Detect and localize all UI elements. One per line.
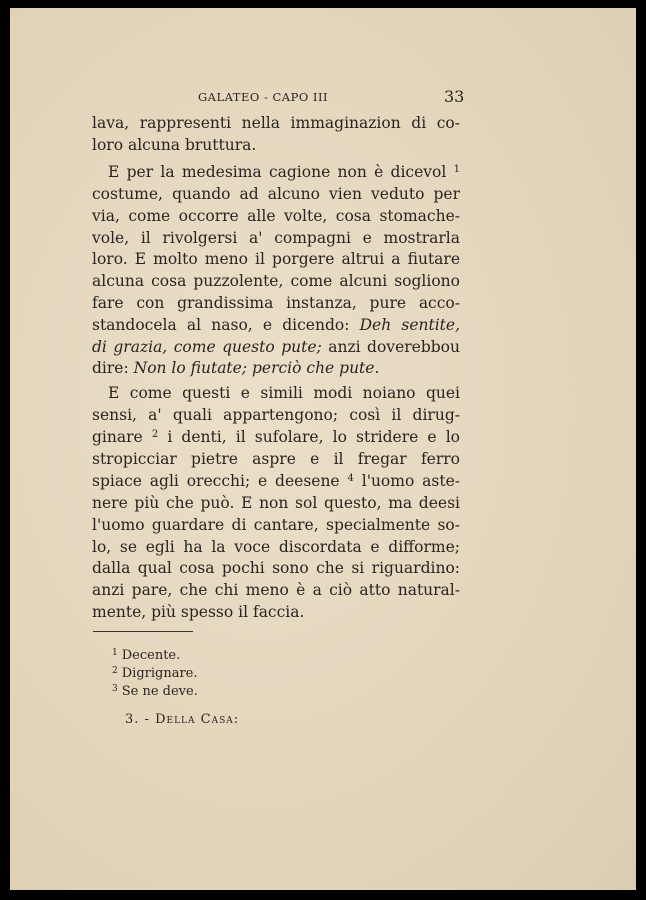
text-line: ginare $^2$ i denti, il sufolare, lo stridere e lo: [92, 428, 460, 446]
text-line: anzi pare, che chi meno è a ciò atto natural-: [92, 581, 460, 599]
footnote: $^1$ Decente.: [112, 648, 181, 663]
text-line: via, come occorre alle volte, cosa stomache-: [92, 207, 460, 225]
text-line: spiace agli orecchi; e deesene $^4$ l'uomo aste-: [92, 472, 460, 490]
text-line: loro alcuna bruttura.: [92, 136, 257, 154]
text-line: fare con grandissima instanza, pure acco-: [92, 294, 460, 312]
running-title: GALATEO - CAPO III: [198, 90, 329, 104]
footnote-mark: 1: [453, 164, 460, 175]
text-line: dalla qual cosa pochi sono che si riguardino:: [92, 559, 460, 577]
text-line: di grazia, come questo pute; anzi doverebbou: [92, 338, 460, 356]
text-line: costume, quando ad alcuno vien veduto per: [92, 185, 460, 203]
text-line: E per la medesima cagione non è dicevol $^1$: [108, 163, 460, 181]
text-line: lo, se egli ha la voce discordata e difforme;: [92, 538, 460, 556]
text-line: loro. E molto meno il porgere altrui a fiutare: [92, 250, 460, 268]
text-line: vole, il rivolgersi a' compagni e mostrarla: [92, 229, 460, 247]
text-line: E come questi e simili modi noiano quei: [108, 384, 460, 402]
text-line: sensi, a' quali appartengono; così il dirug-: [92, 406, 460, 424]
signature-mark: 3. - Della Casa:: [125, 712, 240, 727]
footnote: $^2$ Digrignare.: [112, 666, 198, 681]
text-line: l'uomo guardare di cantare, specialmente so-: [92, 516, 460, 534]
text-line: lava, rappresenti nella immaginazion di co-: [92, 114, 460, 132]
page-number: 33: [444, 87, 465, 106]
footnote-mark: 2: [151, 429, 159, 440]
footnote-mark: 4: [347, 473, 354, 484]
text-line: standocela al naso, e dicendo: Deh sentite,: [92, 316, 460, 334]
footnote: $^3$ Se ne deve.: [112, 684, 198, 699]
text-line: stropicciar pietre aspre e il fregar ferro: [92, 450, 460, 468]
footnote-rule: [93, 631, 193, 632]
text-line: alcuna cosa puzzolente, come alcuni sogliono: [92, 272, 460, 290]
text-line: mente, più spesso il faccia.: [92, 603, 305, 621]
book-page: [10, 8, 636, 890]
running-header: [198, 88, 478, 108]
text-line: nere più che può. E non sol questo, ma deesi: [92, 494, 460, 512]
text-line: dire: Non lo fiutate; perciò che pute.: [92, 359, 380, 377]
